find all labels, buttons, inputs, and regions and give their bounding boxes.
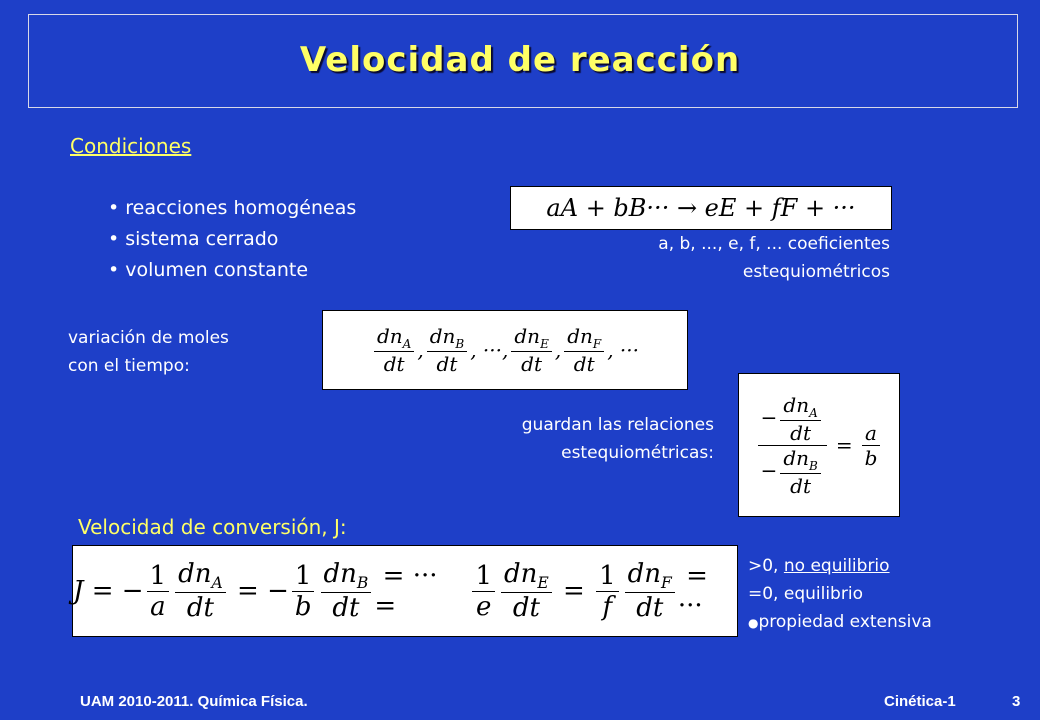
coefficient-line-1: a, b, ..., e, f, ... coeficientes <box>658 234 890 254</box>
conversion-notes <box>748 552 932 637</box>
footer-section: Cinética-1 <box>884 693 956 710</box>
note-equilibrium: =0, equilibrio <box>748 584 863 604</box>
moles-label <box>68 324 229 380</box>
conversion-equation: J = − $\frac{1}{a}$ $\frac{dn_A}{dt}$ = − $\frac{1}{b}$ $\frac{dn_B}{dt}$ = ··· = $\frac{1}{e}$ $\frac{dn_E}{dt}$ = $\frac{1}{f}$ $\frac{dn_F}{dt}$ = ··· <box>72 545 738 637</box>
list-item: • volumen constante <box>108 255 356 286</box>
page-title: Velocidad de reacción <box>299 40 741 80</box>
conditions-heading: Condiciones <box>70 134 192 158</box>
list-item: • reacciones homogéneas <box>108 193 356 224</box>
coefficient-note <box>658 230 890 286</box>
coefficient-line-2: estequiométricos <box>742 262 890 282</box>
list-item: • sistema cerrado <box>108 224 356 255</box>
footer-course: UAM 2010-2011. Química Física. <box>80 693 308 710</box>
note-no-equilibrium: >0, no equilibrio <box>748 556 890 576</box>
moles-label-line-2: con el tiempo: <box>68 356 190 376</box>
ratio-label-line-2: estequiométricas: <box>561 443 714 463</box>
moles-derivatives: $\frac{dn_A}{dt}$ , $\frac{dn_B}{dt}$ , ···, $\frac{dn_E}{dt}$ , $\frac{dn_F}{dt}$ , ··· <box>322 310 688 390</box>
page-number: 3 <box>1012 693 1021 710</box>
note-extensive: ●propiedad extensiva <box>748 612 932 632</box>
reaction-equation: aA + bB··· → eE + fF + ··· <box>510 186 892 230</box>
ratio-label-line-1: guardan las relaciones <box>521 415 714 435</box>
no-equilibrium-link[interactable]: no equilibrio <box>783 556 890 576</box>
ratio-equation: − $\frac{dn_A}{dt}$ − $\frac{dn_B}{dt}$ = $\frac{a}{b}$ <box>738 373 900 517</box>
conditions-list <box>108 193 356 286</box>
ratio-label <box>522 411 714 467</box>
bullet-icon: ● <box>748 616 759 630</box>
moles-label-line-1: variación de moles <box>68 328 229 348</box>
conversion-heading: Velocidad de conversión, J: <box>78 515 347 539</box>
